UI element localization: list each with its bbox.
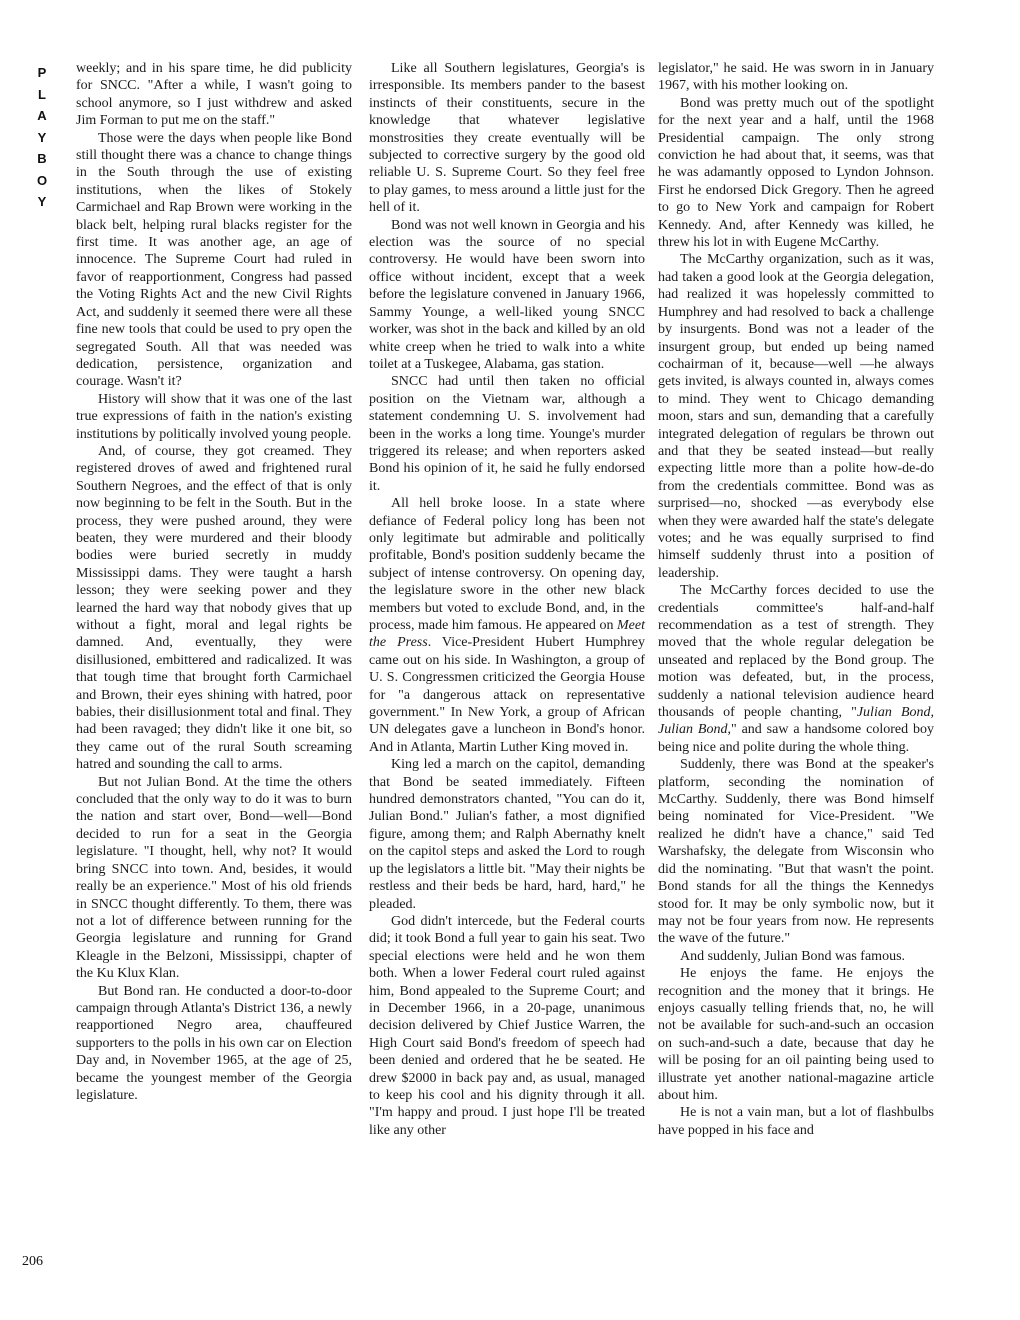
masthead-letter: B <box>37 151 47 166</box>
page-number: 206 <box>22 1254 43 1269</box>
masthead-letter: O <box>36 172 48 188</box>
paragraph: Like all Southern legislatures, Georgia's is irresponsible. Its members pander to the basest instincts of their constituents, secure in the knowledge that whatever legislative monstrosities they create eventually will be subjected to corrective surgery by the good old reliable U. S. Supreme Court. So they feel free to play games, to mess around a little just for the hell of it. <box>369 61 645 216</box>
masthead-letter: A <box>37 108 47 123</box>
paragraph <box>658 582 934 756</box>
paragraph: But Bond ran. He conducted a door-to-door campaign through Atlanta's District 136, a newly reapportioned Negro area, chauffeured supporters to the polls in his own car on Election Day and, in November 1965, at the age of 25, became the youngest member of the Georgia legislature. <box>76 983 352 1103</box>
paragraph: King led a march on the capitol, demanding that Bond be seated immediately. Fifteen hundred demonstrators chanted, "You can do it, Julian Bond." Julian's father, a most dignified figure, among them; and Ralph Abernathy knelt on the capitol steps and asked the Lord to rough up the legislators a little bit. "May their nights be restless and their beds be hard, hard, hard," he pleaded. <box>369 757 645 912</box>
paragraph: He enjoys the fame. He enjoys the recognition and the money that it brings. He enjoys casually telling friends that, no, he will not be available for such-and-such an occasion on such-and-such a date, because that day he will be posing for an oil painting being used to illustrate yet another national-magazine article about him. <box>658 966 934 1103</box>
paragraph: And suddenly, Julian Bond was famous. <box>680 948 906 964</box>
masthead-letter: P <box>37 65 47 80</box>
paragraph: But not Julian Bond. At the time the others concluded that the only way to do it was to burn the nation and start over, Bond—well—Bond decided to run for a seat in the Georgia legislature. "I thought, hell, why not? It would bring SNCC into town. And, besides, it would really be an experience." Most of his old friends in SNCC thought differently. To them, there was not a lot of difference between running for the Georgia legislature and running for Grand Kleagle in the Belzoni, Mississippi, chapter of the Ku Klux Klan. <box>76 774 352 982</box>
paragraph: weekly; and in his spare time, he did publicity for SNCC. "After a while, I wasn't going to school anymore, so I just withdrew and asked Jim Forman to put me on the staff." <box>76 61 352 129</box>
paragraph-text: . Vice-President Hubert Humphrey came out on his side. In Washington, a group of U. S. Congressmen criticized the Georgia House for "a dangerous attack on representative government." In New York, a group of African UN delegates gave a luncheon in Bond's honor. And in Atlanta, Martin Luther King moved in. <box>369 635 645 755</box>
paragraph: And, of course, they got creamed. They registered droves of awed and frightened rural Southern Negroes, and the effect of that is only now beginning to be felt in the South. But in the process, they were pushed around, they were beaten, they were murdered and their bloody bodies were buried secretly in muddy Mississippi dams. They were taught a harsh lesson; they were seeking power and they learned the hard way that nobody gives that up without a fight, moral and legal rights be damned. And, eventually, they were disillusioned, embittered and radicalized. It was that tough time that brought forth Carmichael and Brown, their eyes shining with hatred, poor babies, their disillusionment total and final. They had been ravaged; they didn't like it one bit, so they came out of the rural South screaming hatred and sounding the call to arms. <box>76 443 352 773</box>
paragraph: Bond was not well known in Georgia and his election was the source of no special controversy. He would have been sworn into office without incident, except that a week before the legislature convened in January 1966, Sammy Younge, a well-liked young SNCC worker, was shot in the back and killed by an old white creep when he tried to walk into a white toilet at a Tuskegee, Alabama, gas station. <box>369 217 645 372</box>
tv-show-title: Meet the Press <box>369 618 645 651</box>
chant-text: Julian Bond, Julian Bond <box>658 705 934 738</box>
paragraph: SNCC had until then taken no official position on the Vietnam war, although a statement condemning U. S. involvement had been in the works a long time. Younge's murder triggered its release; and when reporters asked Bond his opinion of it, he said he fully endorsed it. <box>369 374 645 494</box>
paragraph: Suddenly, there was Bond at the speaker's platform, seconding the nomination of McCarthy. Suddenly, there was Bond himself being nominated for Vice-President. "We realized he didn't have a chance," said Ted Warshafsky, the delegate from Wisconsin who did the nominating. "But that wasn't the point. Bond stands for all the things the Kennedys stood for. It may be only symbolic now, but it may not be four years from now. He represents the wave of the future." <box>658 757 934 947</box>
paragraph: Those were the days when people like Bond still thought there was a chance to change things in the South through the use of existing institutions, when the likes of Stokely Carmichael and Rap Brown were working in the black belt, helping rural blacks register for the first time. It was another age, an age of innocence. The Supreme Court had ruled in favor of reapportionment, Congress had passed the Voting Rights Act and the new Civil Rights Act, and suddenly it seemed there were all these fine new tools that could be used to pry open the segregated South. All that was needed was dedication, persistence, organization and courage. Wasn't it? <box>76 130 352 390</box>
text-column-1 <box>76 60 352 1104</box>
paragraph-text: ," and saw a handsome colored boy being nice and polite during the whole thing. <box>658 722 934 755</box>
playboy-masthead <box>30 62 54 213</box>
text-column-2 <box>369 60 645 1139</box>
masthead-letter: L <box>38 86 46 102</box>
paragraph: The McCarthy organization, such as it was, had taken a good look at the Georgia delegation, had realized it was hopelessly committed to Humphrey and had resolved to back a challenge by insurgents. Bond was not a leader of the insurgent group, but ended up being named cochairman of it, because—well —he always gets invited, is always counted in, always comes to mind. They went to Chicago demanding moon, stars and sun, demanding that a carefully integrated delegation of regulars be thrown out and that they be seated instead—but really expecting little more than a polite how-de-do from the credentials committee. Bond was as surprised—no, shocked —as everybody else when they were awarded half the state's delegate votes; and he was equally surprised to find himself suddenly thrust into a position of leadership. <box>658 252 934 581</box>
paragraph: legislator," he said. He was sworn in in January 1967, with his mother looking on. <box>658 61 934 94</box>
paragraph-text: All hell broke loose. In a state where defiance of Federal policy long has been not only legitimate but admirable and politically profitable, Bond's position suddenly became the subject of intense controversy. On opening day, the legislature swore in the other new black members but voted to exclude Bond, and, in the process, made him famous. He appeared on <box>369 496 645 633</box>
text-column-3 <box>658 60 934 1139</box>
paragraph <box>369 495 645 756</box>
paragraph-text: The McCarthy forces decided to use the credentials committee's half-and-half recommendation as a test of strength. They moved that the whole regular delegation be unseated and replaced by the Bond group. The motion was defeated, but, in the process, suddenly a national television audience heard thousands of people chanting, " <box>658 583 934 721</box>
masthead-letter: Y <box>37 129 47 145</box>
paragraph: He is not a vain man, but a lot of flashbulbs have popped in his face and <box>658 1105 934 1138</box>
paragraph: God didn't intercede, but the Federal courts did; it took Bond a full year to gain his seat. Two special elections were held and he won them both. When a lower Federal court ruled against him, Bond appealed to the Supreme Court; and in December 1966, in a 20-page, unanimous decision delivered by Chief Justice Warren, the High Court said Bond's freedom of speech had been denied and ordered that he be seated. He drew $2000 in back pay and, as usual, managed to keep his cool and his dignity through it all. "I'm happy and proud. I just hope I'll be treated like any other <box>369 913 645 1138</box>
paragraph: History will show that it was one of the last true expressions of faith in the nation's existing institutions by politically involved young people. <box>76 391 352 442</box>
masthead-letter: Y <box>37 194 47 209</box>
paragraph: Bond was pretty much out of the spotlight for the next year and a half, until the 1968 Presidential campaign. The only strong conviction he had about that, it seems, was that he was adamantly opposed to Lyndon Johnson. First he endorsed Dick Gregory. Then he agreed to go to New York and campaign for Robert Kennedy. And, after Kennedy was killed, he threw his lot in with Eugene McCarthy. <box>658 95 934 251</box>
